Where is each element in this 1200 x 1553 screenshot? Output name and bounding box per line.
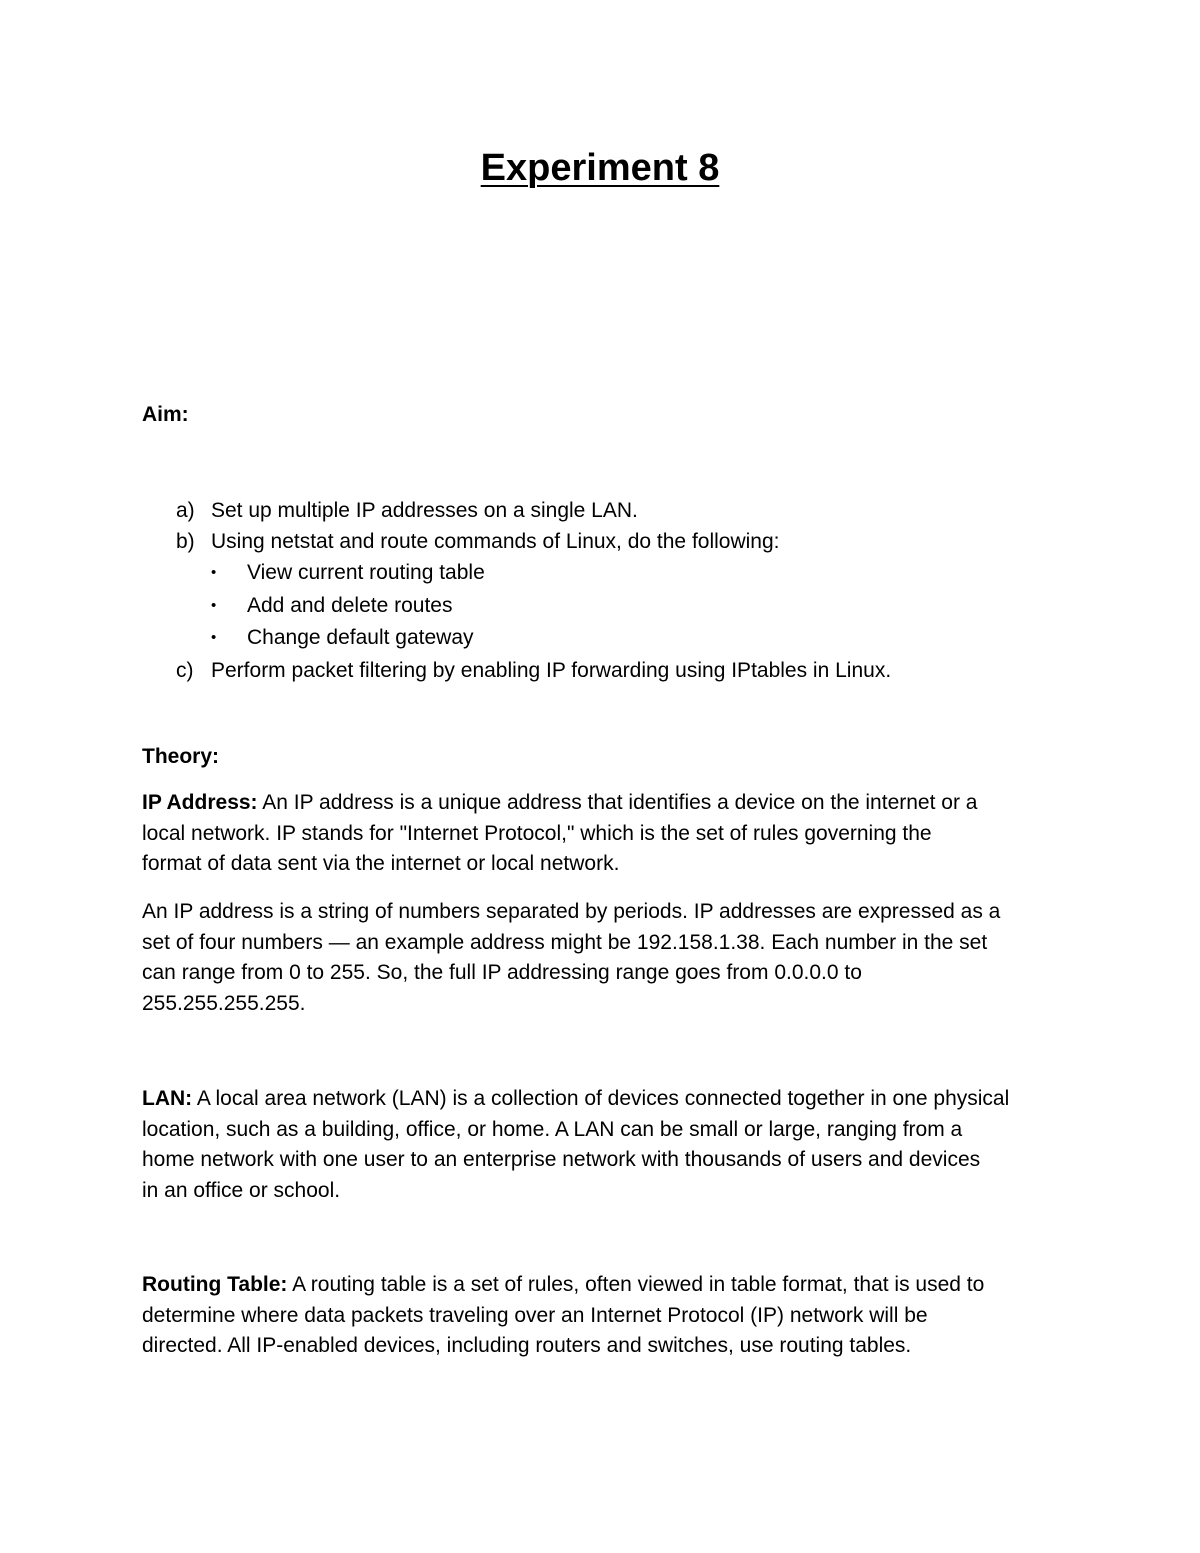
paragraph-line: directed. All IP-enabled devices, including routers and switches, use routing tables. — [142, 1334, 912, 1358]
paragraph-line: 255.255.255.255. — [142, 991, 306, 1015]
paragraph-text: A local area network (LAN) is a collection of devices connected together in one physical — [192, 1087, 1010, 1110]
paragraph-line: can range from 0 to 255. So, the full IP addressing range goes from 0.0.0.0 to — [142, 961, 862, 985]
aim-item-text: Set up multiple IP addresses on a single LAN. — [211, 499, 638, 522]
aim-item-marker: b) — [176, 530, 195, 553]
paragraph-line: location, such as a building, office, or home. A LAN can be small or large, ranging from a — [142, 1117, 963, 1141]
bullet-icon: • — [211, 629, 217, 646]
bullet-icon: • — [211, 596, 217, 614]
paragraph-line: An IP address is a string of numbers separated by periods. IP addresses are expressed as a — [142, 900, 1001, 923]
aim-subitem — [142, 557, 1072, 590]
document-title-text: Experiment 8 — [480, 147, 720, 189]
ip-address-term: IP Address: — [142, 791, 258, 814]
aim-subitem-text: Change default gateway — [247, 626, 474, 649]
paragraph-line — [142, 1084, 1062, 1115]
aim-item-marker: c) — [176, 658, 194, 682]
ip-address-detail-paragraph — [142, 897, 1062, 1019]
aim-subitem-text: Add and delete routes — [247, 593, 453, 617]
paragraph-line: local network. IP stands for "Internet Protocol," which is the set of rules governing the — [142, 821, 932, 845]
aim-item-c — [142, 655, 1072, 686]
aim-list — [142, 495, 1072, 686]
aim-item-b — [142, 526, 1072, 557]
paragraph-line: in an office or school. — [142, 1178, 341, 1202]
aim-item-marker: a) — [176, 499, 195, 522]
paragraph-line: determine where data packets traveling over an Internet Protocol (IP) network will be — [142, 1303, 928, 1327]
paragraph-line — [142, 788, 1062, 819]
lan-paragraph — [142, 1084, 1062, 1206]
routing-table-term: Routing Table: — [142, 1273, 288, 1296]
ip-address-paragraph — [142, 788, 1062, 880]
paragraph-line: home network with one user to an enterprise network with thousands of users and devices — [142, 1148, 981, 1172]
aim-heading: Aim: — [142, 403, 189, 426]
bullet-icon: • — [211, 564, 217, 581]
theory-heading: Theory: — [142, 745, 220, 768]
document-title — [0, 146, 1200, 190]
paragraph-text: An IP address is a unique address that identifies a device on the internet or a — [257, 791, 978, 814]
paragraph-line — [142, 1270, 1062, 1301]
routing-table-paragraph — [142, 1270, 1062, 1362]
paragraph-line: set of four numbers — an example address might be 192.158.1.38. Each number in the set — [142, 930, 988, 954]
aim-subitem — [142, 622, 1072, 655]
lan-term: LAN: — [142, 1087, 193, 1110]
paragraph-line: format of data sent via the internet or local network. — [142, 852, 620, 876]
aim-item-text: Using netstat and route commands of Linux, do the following: — [211, 530, 780, 553]
aim-item-text: Perform packet filtering by enabling IP forwarding using IPtables in Linux. — [211, 658, 892, 682]
aim-subitem-text: View current routing table — [247, 561, 485, 584]
aim-item-a — [142, 495, 1072, 526]
paragraph-text: A routing table is a set of rules, often viewed in table format, that is used to — [287, 1273, 985, 1296]
aim-subitem — [142, 590, 1072, 623]
